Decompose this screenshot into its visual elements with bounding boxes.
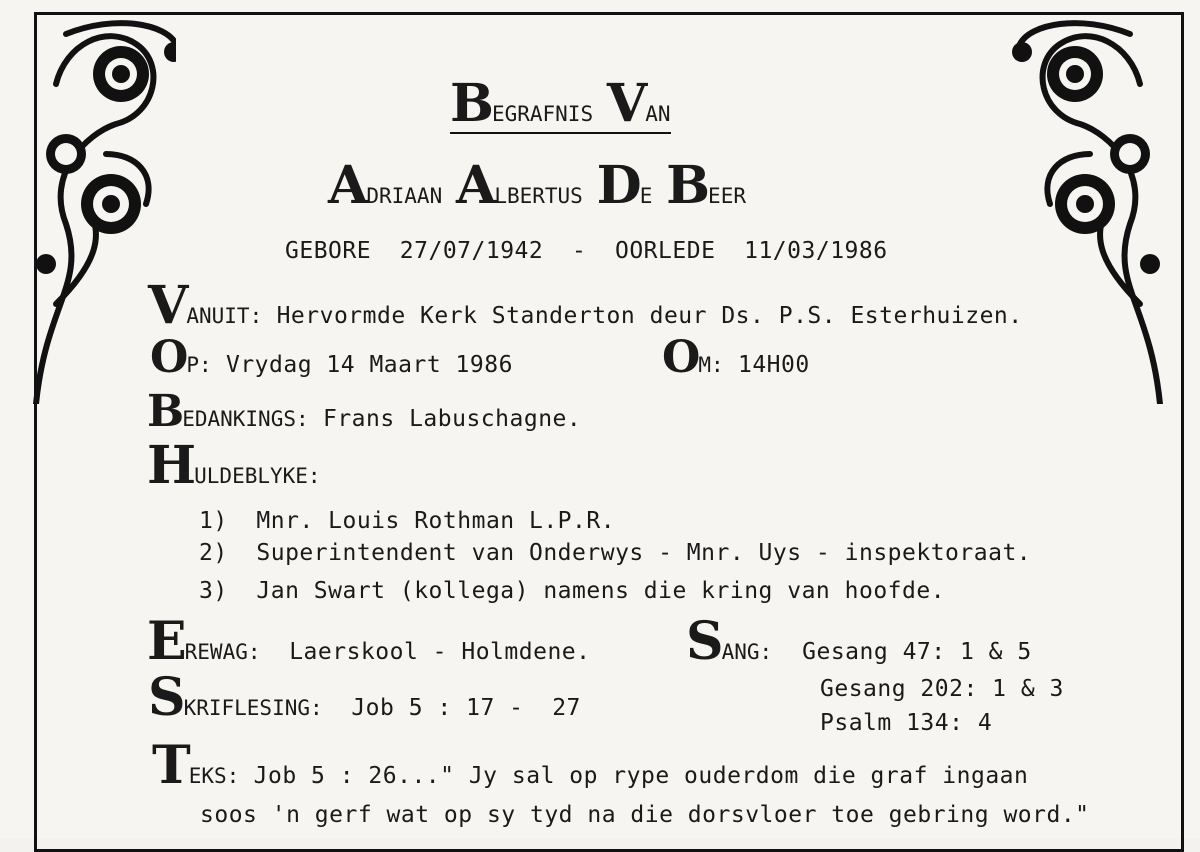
erewag-value: Laerskool - Holmdene. — [260, 639, 591, 665]
name-word-de: E — [639, 184, 653, 208]
teks-value-line-1: Job 5 : 26..." Jy sal op rype ouderdom die graf ingaan — [239, 763, 1029, 789]
title-initial-b: B — [450, 73, 492, 134]
op-label: P: — [186, 353, 212, 377]
name-word-beer: EER — [708, 184, 746, 208]
teks-label: EKS: — [188, 764, 240, 788]
sang-label: ANG: — [721, 640, 773, 664]
skriflesing-line — [148, 667, 581, 728]
erewag-initial: E — [147, 611, 185, 672]
om-value: 14H00 — [723, 352, 810, 378]
title-word-begrafnis: EGRAFNIS — [491, 102, 594, 126]
vanuit-line — [148, 275, 1023, 336]
title-line-1 — [450, 73, 671, 134]
name-word-adriaan: DRIAAN — [366, 184, 443, 208]
bedankings-line — [147, 386, 582, 437]
huldeblyke-label: ULDEBLYKE: — [194, 464, 321, 488]
skriflesing-value: Job 5 : 17 - 27 — [322, 695, 581, 721]
teks-line — [152, 735, 1029, 796]
skriflesing-initial: S — [148, 667, 184, 728]
bedankings-initial: B — [147, 386, 183, 437]
corner-ornament-right — [990, 4, 1170, 404]
erewag-line — [147, 611, 591, 672]
name-word-albertus: LBERTUS — [494, 184, 583, 208]
vanuit-initial: V — [148, 275, 187, 336]
sang-initial: S — [686, 611, 722, 672]
bedankings-value: Frans Labuschagne. — [308, 406, 582, 432]
title-word-van: AN — [645, 102, 671, 126]
name-initial-b: B — [666, 155, 709, 216]
vanuit-value: Hervormde Kerk Standerton deur Ds. P.S. Esterhuizen. — [262, 303, 1023, 329]
name-initial-a1: A — [328, 155, 367, 216]
om-initial: O — [662, 332, 699, 383]
op-line — [150, 332, 513, 383]
huldeblyke-line — [147, 435, 321, 496]
huldeblyke-item-2: 2) Superintendent van Onderwys - Mnr. Uys - inspektoraat. — [199, 540, 1032, 566]
name-initial-a2: A — [455, 155, 495, 216]
sang-item-3: Psalm 134: 4 — [820, 710, 993, 736]
om-line — [662, 332, 810, 383]
om-label: M: — [698, 353, 724, 377]
sang-line — [686, 611, 1032, 672]
op-initial: O — [150, 332, 187, 383]
huldeblyke-initial: H — [147, 435, 195, 496]
vanuit-label: ANUIT: — [186, 304, 263, 328]
sang-item-2: Gesang 202: 1 & 3 — [820, 676, 1064, 702]
sang-item-1: Gesang 47: 1 & 5 — [802, 639, 1032, 665]
bedankings-label: EDANKINGS: — [182, 407, 309, 431]
op-value: Vrydag 14 Maart 1986 — [211, 352, 513, 378]
name-initial-d: D — [596, 155, 640, 216]
huldeblyke-item-3: 3) Jan Swart (kollega) namens die kring van hoofde. — [199, 578, 946, 604]
teks-value-line-2: soos 'n gerf wat op sy tyd na die dorsvloer toe gebring word." — [200, 802, 1090, 828]
erewag-label: REWAG: — [184, 640, 261, 664]
title-line-2 — [328, 155, 746, 216]
huldeblyke-item-1: 1) Mnr. Louis Rothman L.P.R. — [199, 508, 616, 534]
title-initial-v: V — [606, 73, 646, 134]
teks-initial: T — [152, 735, 189, 796]
birth-death-dates: GEBORE 27/07/1942 - OORLEDE 11/03/1986 — [285, 238, 888, 264]
skriflesing-label: KRIFLESING: — [183, 696, 323, 720]
